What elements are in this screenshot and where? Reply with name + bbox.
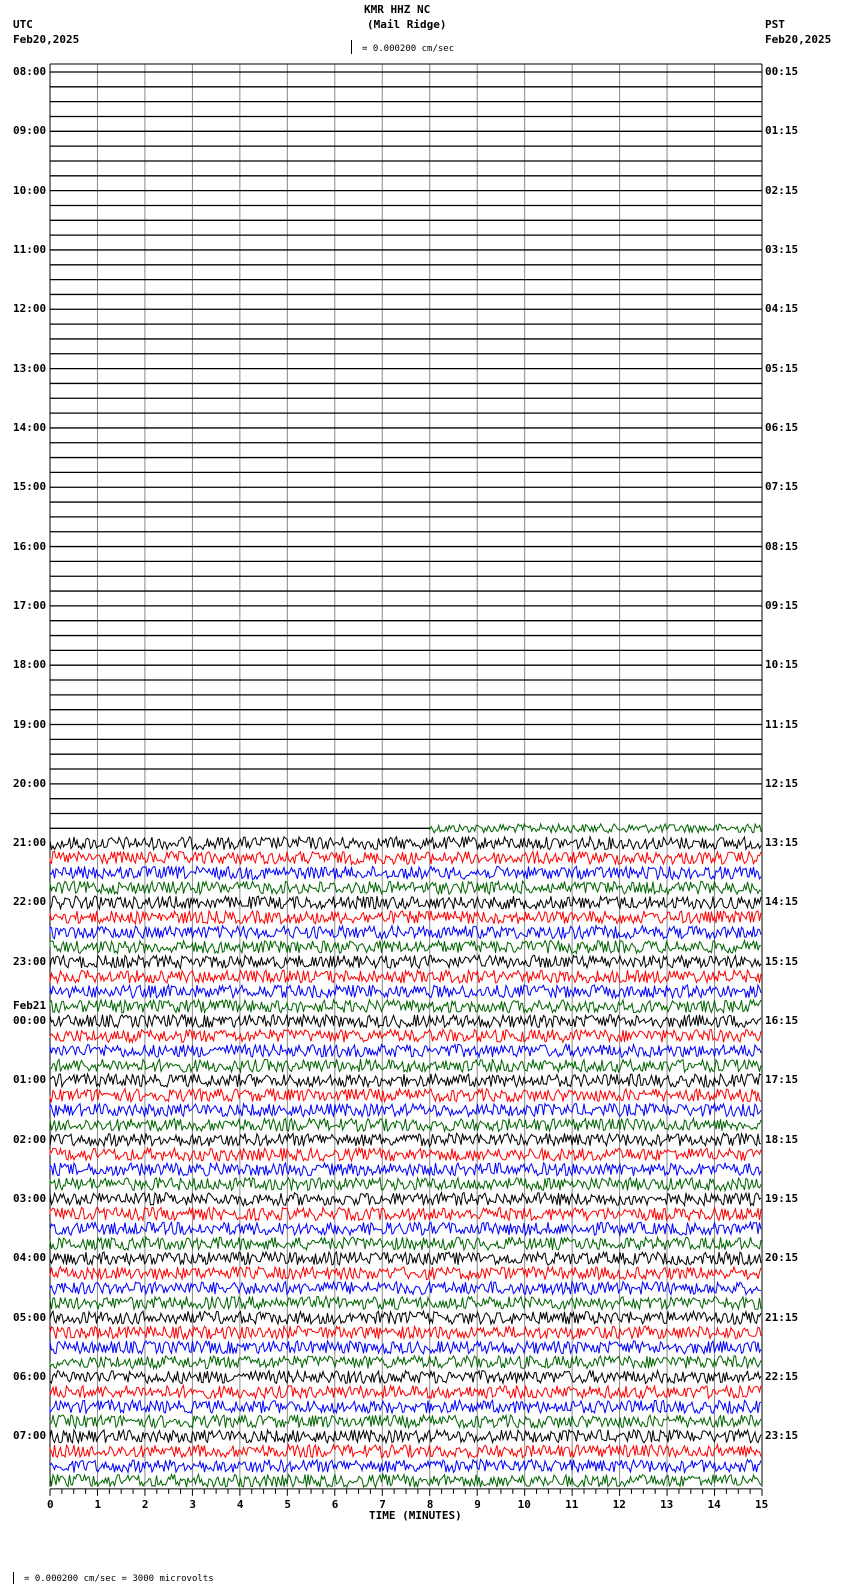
right-time-label: 02:15 [765, 183, 799, 197]
x-tick-label: 14 [707, 1497, 721, 1511]
right-time-label: 09:15 [765, 598, 799, 612]
left-time-label: 05:00 [13, 1310, 47, 1324]
x-tick-label: 1 [94, 1497, 102, 1511]
left-time-label: 03:00 [13, 1192, 47, 1206]
footer-scale-label: = 0.000200 cm/sec = 3000 microvolts [24, 1574, 214, 1584]
left-time-label: 15:00 [13, 480, 47, 494]
left-time-label: 22:00 [13, 895, 47, 909]
left-time-label: 06:00 [13, 1370, 47, 1384]
left-time-label: 01:00 [13, 1073, 47, 1087]
right-time-label: 22:15 [765, 1370, 799, 1384]
x-tick-label: 8 [426, 1497, 434, 1511]
right-time-label: 17:15 [765, 1073, 799, 1087]
x-tick-label: 2 [141, 1497, 149, 1511]
right-date: Feb20,2025 [765, 33, 832, 46]
right-time-label: 06:15 [765, 420, 799, 434]
left-time-label: 14:00 [13, 420, 47, 434]
right-time-label: 07:15 [765, 480, 799, 494]
left-time-label: 04:00 [13, 1251, 47, 1265]
right-time-label: 14:15 [765, 895, 799, 909]
left-time-label: 21:00 [13, 836, 47, 850]
left-time-label: 19:00 [13, 717, 47, 731]
right-time-label: 20:15 [765, 1251, 799, 1265]
x-tick-label: 10 [517, 1497, 531, 1511]
scale-label: = 0.000200 cm/sec [362, 44, 455, 54]
x-tick-label: 12 [612, 1497, 626, 1511]
x-tick-label: 11 [565, 1497, 579, 1511]
x-tick-label: 3 [189, 1497, 197, 1511]
x-axis-label: TIME (MINUTES) [369, 1509, 462, 1522]
left-time-label: 11:00 [13, 242, 47, 256]
right-timezone: PST [765, 18, 785, 31]
right-time-label: 18:15 [765, 1132, 799, 1146]
x-tick-label: 0 [47, 1497, 54, 1511]
right-time-label: 05:15 [765, 361, 799, 375]
station-title: KMR HHZ NC [364, 3, 431, 16]
right-time-label: 08:15 [765, 539, 799, 553]
left-time-label: 02:00 [13, 1132, 47, 1146]
left-time-label: 20:00 [13, 776, 47, 790]
right-time-label: 00:15 [765, 65, 799, 78]
right-time-label: 19:15 [765, 1192, 799, 1206]
left-time-label: 13:00 [13, 361, 47, 375]
left-time-label: 17:00 [13, 598, 47, 612]
x-tick-label: 5 [284, 1497, 291, 1511]
right-time-label: 11:15 [765, 717, 799, 731]
x-tick-label: 15 [755, 1497, 769, 1511]
x-tick-label: 9 [474, 1497, 481, 1511]
left-time-label: 09:00 [13, 124, 47, 138]
left-time-label: 23:00 [13, 954, 47, 968]
x-tick-label: 4 [236, 1497, 244, 1511]
left-time-label: 12:00 [13, 302, 47, 316]
left-time-label: 00:00 [13, 1014, 47, 1028]
station-location: (Mail Ridge) [367, 18, 447, 31]
right-time-label: 21:15 [765, 1310, 799, 1324]
right-time-label: 13:15 [765, 836, 799, 850]
right-time-label: 12:15 [765, 776, 799, 790]
left-time-label: 18:00 [13, 658, 47, 672]
left-date: Feb20,2025 [13, 33, 80, 46]
left-time-label: 08:00 [13, 65, 47, 78]
right-time-label: 03:15 [765, 242, 799, 256]
x-tick-label: 7 [379, 1497, 386, 1511]
right-time-label: 10:15 [765, 658, 799, 672]
footer-scale-bar-icon [13, 1572, 18, 1584]
day-change-label: Feb21 [13, 999, 47, 1013]
right-time-label: 23:15 [765, 1429, 799, 1443]
left-timezone: UTC [13, 18, 33, 31]
right-time-label: 04:15 [765, 302, 799, 316]
right-time-label: 16:15 [765, 1014, 799, 1028]
right-time-label: 15:15 [765, 954, 799, 968]
x-tick-label: 6 [331, 1497, 339, 1511]
left-time-label: 10:00 [13, 183, 47, 197]
left-time-label: 16:00 [13, 539, 47, 553]
left-time-label: 07:00 [13, 1429, 47, 1443]
right-time-label: 01:15 [765, 124, 799, 138]
x-tick-label: 13 [660, 1497, 674, 1511]
